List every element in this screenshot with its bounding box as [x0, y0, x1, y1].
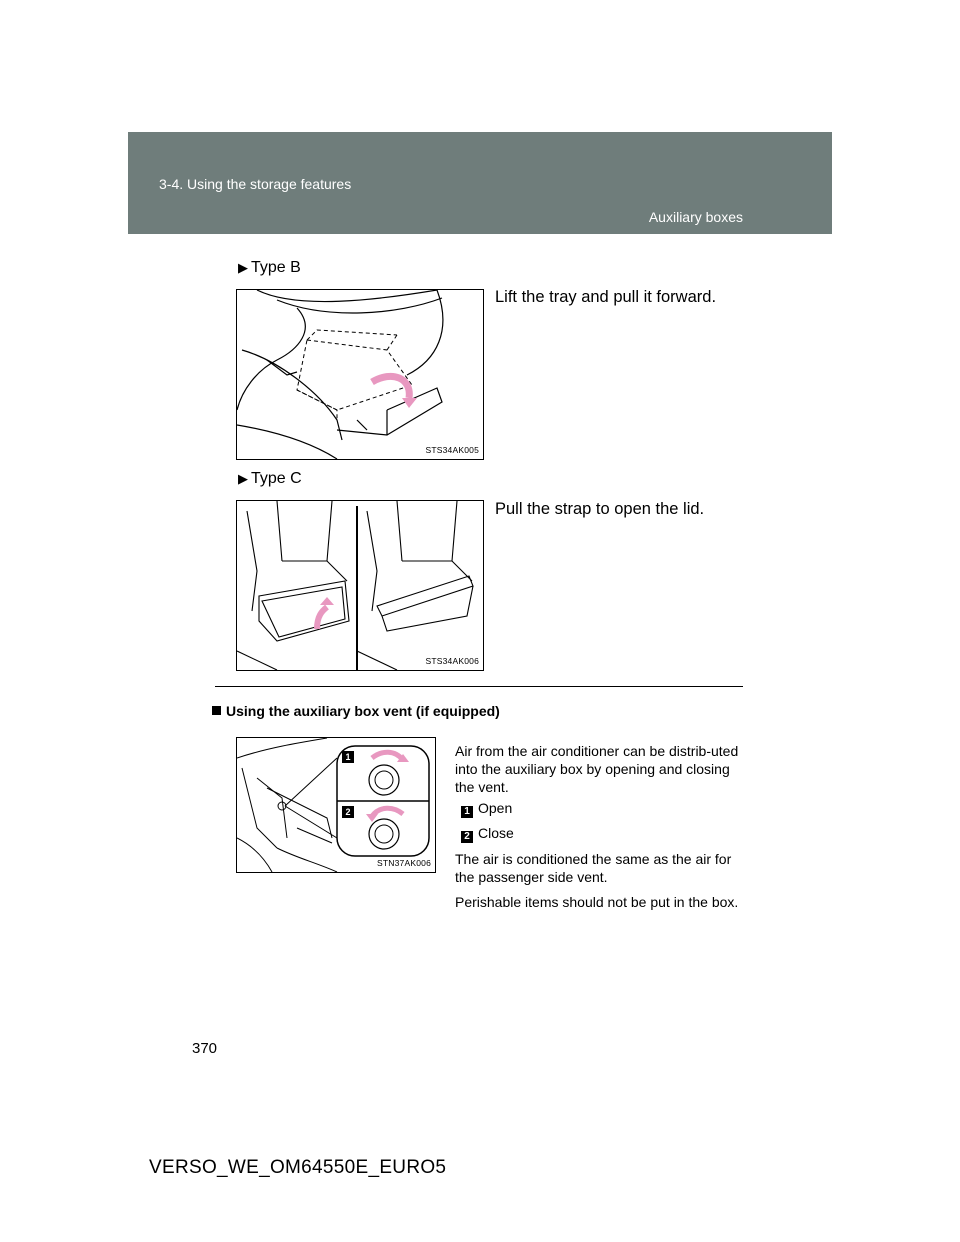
vent-figure: [236, 737, 436, 873]
callout-1: 1: [342, 751, 354, 763]
type-b-heading: [238, 259, 301, 277]
type-c-instruction: Pull the strap to open the lid.: [495, 500, 705, 518]
type-c-figure: [236, 500, 484, 671]
square-bullet-icon: [212, 706, 221, 715]
topic-title: Auxiliary boxes: [648, 209, 743, 225]
seat-tray-illustration: [237, 290, 483, 459]
type-b-figure-code: STS34AK005: [425, 445, 479, 455]
vent-paragraph-3: Perishable items should not be put in the box.: [455, 894, 739, 910]
section-title: 3-4. Using the storage features: [159, 176, 352, 192]
type-b-figure: [236, 289, 484, 460]
type-b-instruction: Lift the tray and pull it forward.: [495, 288, 717, 306]
vent-item-open: [461, 799, 750, 818]
close-label: Close: [478, 825, 514, 841]
vent-figure-code: STN37AK006: [377, 858, 431, 868]
number-1-badge: 1: [461, 806, 473, 818]
triangle-bullet-icon: ▶: [238, 471, 248, 486]
vent-heading-text: Using the auxiliary box vent (if equipped): [226, 703, 500, 719]
type-b-label: Type B: [251, 259, 301, 276]
page-number: 370: [192, 1040, 218, 1057]
box-lid-illustration: [237, 501, 483, 670]
vent-illustration: [237, 738, 435, 872]
section-divider: [215, 686, 743, 687]
open-label: Open: [478, 800, 513, 816]
footer-code: VERSO_WE_OM64550E_EURO5: [149, 1157, 447, 1178]
triangle-bullet-icon: ▶: [238, 260, 248, 275]
type-c-heading: [238, 470, 302, 488]
number-2-badge: 2: [461, 831, 473, 843]
vent-item-close: [461, 824, 750, 843]
type-c-label: Type C: [251, 470, 302, 487]
vent-paragraph-1: Air from the air conditioner can be distrib-uted into the auxiliary box by opening and closing the vent.: [455, 743, 739, 795]
vent-heading: [212, 703, 500, 719]
header-band: [128, 132, 832, 234]
callout-2: 2: [342, 806, 354, 818]
type-c-figure-code: STS34AK006: [425, 656, 479, 666]
vent-paragraph-2: The air is conditioned the same as the air for the passenger side vent.: [455, 851, 732, 885]
